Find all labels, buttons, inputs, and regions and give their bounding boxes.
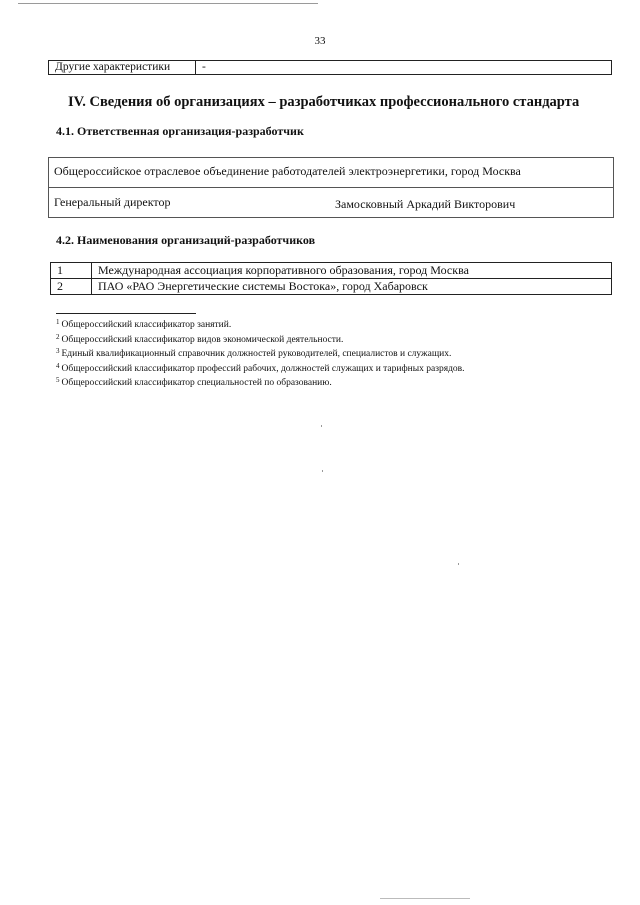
footnote-text: Общероссийский классификатор занятий. <box>61 320 232 330</box>
responsible-person: Замосковный Аркадий Викторович <box>335 197 516 211</box>
scan-speck <box>458 563 459 565</box>
responsible-organization-box <box>48 157 614 218</box>
developer-name: Международная ассоциация корпоративного образования, город Москва <box>92 263 612 279</box>
other-characteristics-label: Другие характеристики <box>49 61 196 75</box>
footnote <box>56 375 616 390</box>
footnote-mark: 1 <box>56 318 60 326</box>
divider <box>49 187 613 188</box>
responsible-position: Генеральный директор <box>54 195 171 209</box>
developers-table <box>50 262 612 295</box>
footnote <box>56 346 616 361</box>
footnote-mark: 5 <box>56 376 60 385</box>
developers-heading: 4.2. Наименования организаций-разработчиков <box>56 233 316 247</box>
scan-edge-line <box>18 3 318 4</box>
other-characteristics-table <box>48 60 612 75</box>
scan-speck <box>322 470 323 472</box>
responsible-organization-name: Общероссийское отраслевое объединение работодателей электроэнергетики, город Москва <box>54 164 521 178</box>
table-row <box>51 263 612 279</box>
footnote-mark: 3 <box>56 347 60 356</box>
developer-number: 2 <box>51 279 92 295</box>
footnote-text: Общероссийский классификатор специальностей по образованию. <box>61 378 332 389</box>
footnote <box>56 317 616 332</box>
other-characteristics-value: - <box>196 61 612 75</box>
footnote-separator <box>56 313 196 314</box>
footnote-text: Общероссийский классификатор видов экономической деятельности. <box>61 334 344 345</box>
footnotes <box>56 317 616 390</box>
developer-name: ПАО «РАО Энергетические системы Востока», город Хабаровск <box>92 279 612 295</box>
scan-edge-line <box>380 898 470 899</box>
footnote-mark: 2 <box>56 332 60 341</box>
table-row <box>49 61 612 75</box>
footnote-mark: 4 <box>56 361 60 370</box>
footnote-text: Единый квалификационный справочник должностей руководителей, специалистов и служащих. <box>61 349 452 360</box>
page-number: 33 <box>314 35 326 47</box>
footnote <box>56 361 616 376</box>
table-row <box>51 279 612 295</box>
section-title: IV. Сведения об организациях – разработчиках профессионального стандарта <box>68 94 580 110</box>
developer-number: 1 <box>51 263 92 279</box>
footnote <box>56 332 616 347</box>
footnote-text: Общероссийский классификатор профессий рабочих, должностей служащих и тарифных разрядов. <box>61 363 465 374</box>
scan-speck <box>321 425 322 427</box>
responsible-heading: 4.1. Ответственная организация-разработчик <box>56 124 304 138</box>
